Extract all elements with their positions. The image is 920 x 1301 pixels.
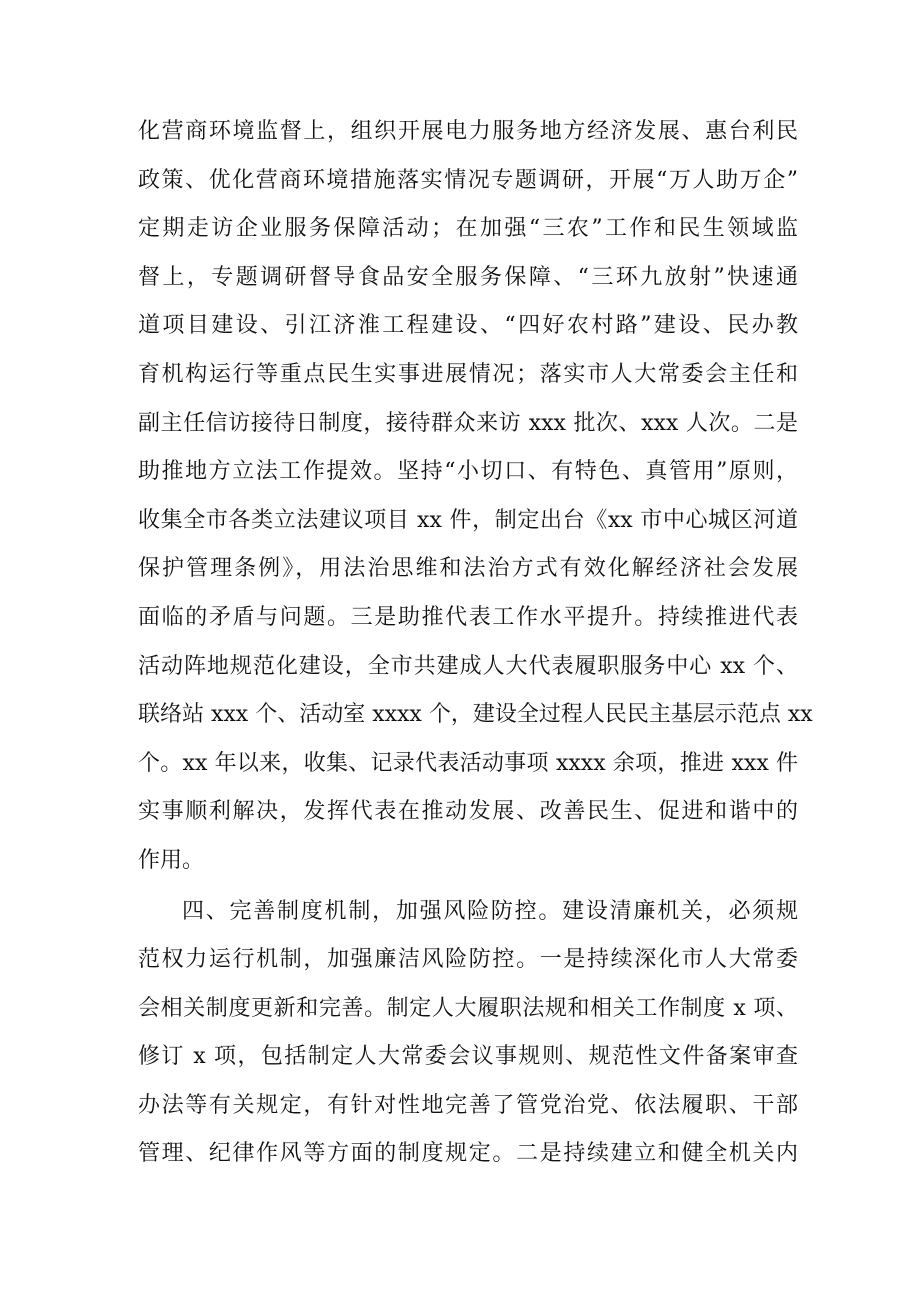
- text-line: 管理、纪律作风等方面的制度规定。二是持续建立和健全机关内: [138, 1141, 798, 1167]
- text-line: 道项目建设、引江济淮工程建设、“四好农村路”建设、民办教: [138, 313, 798, 339]
- text-line: 个。xx 年以来，收集、记录代表活动事项 xxxx 余项，推进 xxx 件: [138, 750, 798, 776]
- text-line: 定期走访企业服务保障活动；在加强“三农”工作和民生领域监: [138, 216, 798, 242]
- text-line: 联络站 xxx 个、活动室 xxxx 个，建设全过程人民民主基层示范点 xx: [138, 702, 813, 728]
- text-line: 四、完善制度机制，加强风险防控。建设清廉机关，必须规: [182, 898, 798, 924]
- paragraph-1: [138, 108, 813, 886]
- text-line: 办法等有关规定，有针对性地完善了管党治党、依法履职、干部: [138, 1092, 798, 1118]
- text-line: 育机构运行等重点民生实事进展情况；落实市人大常委会主任和: [138, 361, 798, 387]
- text-line: 督上，专题调研督导食品安全服务保障、“三环九放射”快速通: [138, 264, 798, 290]
- body-text: [138, 108, 813, 1179]
- text-line: 政策、优化营商环境措施落实情况专题调研，开展“万人助万企”: [138, 167, 798, 193]
- text-line: 保护管理条例》，用法治思维和法治方式有效化解经济社会发展: [138, 556, 798, 582]
- text-line: 副主任信访接待日制度，接待群众来访 xxx 批次、xxx 人次。二是: [138, 410, 798, 436]
- text-line: 会相关制度更新和完善。制定人大履职法规和相关工作制度 x 项、: [138, 995, 798, 1021]
- text-line: 化营商环境监督上，组织开展电力服务地方经济发展、惠台利民: [138, 119, 798, 144]
- paragraph-2: [138, 888, 798, 1180]
- text-line: 修订 x 项，包括制定人大常委会议事规则、规范性文件备案审查: [138, 1044, 798, 1070]
- text-line: 面临的矛盾与问题。三是助推代表工作水平提升。持续推进代表: [138, 604, 798, 630]
- text-line: 助推地方立法工作提效。坚持“小切口、有特色、真管用”原则，: [138, 459, 798, 485]
- text-line: 收集全市各类立法建议项目 xx 件，制定出台《xx 市中心城区河道: [138, 507, 798, 533]
- text-line: 实事顺利解决，发挥代表在推动发展、改善民生、促进和谐中的: [138, 799, 798, 825]
- text-line: 作用。: [138, 847, 205, 873]
- text-line: 活动阵地规范化建设，全市共建成人大代表履职服务中心 xx 个、: [138, 653, 798, 679]
- text-line: 范权力运行机制，加强廉洁风险防控。一是持续深化市人大常委: [138, 947, 798, 973]
